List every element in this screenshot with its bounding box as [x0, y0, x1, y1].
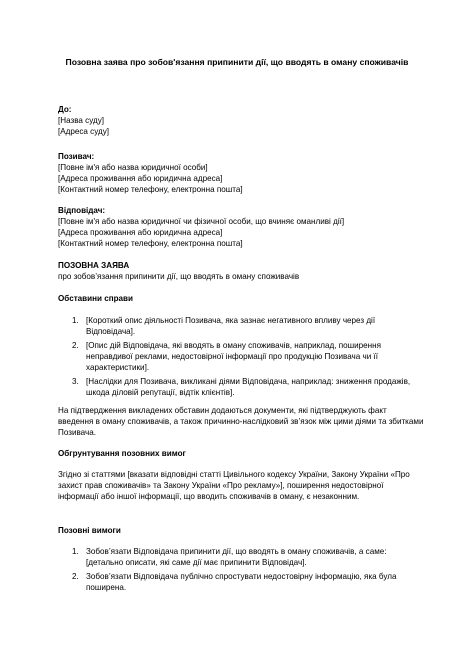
demands-list-block [58, 546, 430, 596]
demands-list [58, 546, 430, 593]
plaintiff-contact: [Контактний номер телефону, електронна пошта] [58, 185, 243, 194]
court-label: До: [58, 105, 72, 114]
plaintiff-label: Позивач: [58, 152, 95, 161]
defendant-block [58, 205, 430, 249]
defendant-label: Відповідач: [58, 206, 106, 215]
justification-paragraph: Згідно зі статтями [вказати відповідні статті Цивільного кодексу України, Закону України «Про захист прав споживачів» та Закону України «Про рекламу»], поширення недостовірної інформації або іншої інформації, що вводить споживачів в оману, є незаконним. [58, 470, 410, 501]
document-title: Позовна заява про зобов'язання припинити дії, що вводять в оману споживачів [65, 57, 409, 67]
list-item: 3. [Наслідки для Позивача, викликані діями Відповідача, наприклад: зниження продажів, шкода діловій репутації, відтік клієнтів]. [72, 377, 411, 397]
defendant-name: [Повне ім'я або назва юридичної чи фізичної особи, що вчиняє оманливі дії] [58, 217, 345, 226]
list-item: 2. Зобов’язати Відповідача публічно спростувати недостовірну інформацію, яка була поширена. [72, 572, 397, 592]
plaintiff-address: [Адреса проживання або юридична адреса] [58, 174, 223, 183]
defendant-address: [Адреса проживання або юридична адреса] [58, 228, 223, 237]
plaintiff-block [58, 151, 430, 195]
list-item: 1. [Короткий опис діяльності Позивача, яка зазнає негативного впливу через дії Відповідача]. [72, 316, 376, 336]
circumstances-paragraph: На підтвердження викладених обставин додаються документи, які підтверджують факт введення в оману споживачів, а також причинно-наслідковий зв’язок між цими діями та збитками Позивача. [58, 406, 424, 437]
claim-heading-block [58, 260, 430, 282]
list-item-text: Зобов’язати Відповідача припинити дії, що вводять в оману споживачів, а саме: [детально описати, які саме дії має припинити Відповідач]. [86, 547, 387, 567]
court-address: [Адреса суду] [58, 127, 110, 136]
list-item-text: [Опис дій Відповідача, які вводять в оману споживачів, наприклад, поширення неправдивої реклами, недостовірної інформації про продукцію Позивача чи її характеристики]. [86, 341, 381, 372]
claim-heading: ПОЗОВНА ЗАЯВА [58, 261, 130, 270]
plaintiff-name: [Повне ім'я або назва юридичної особи] [58, 163, 208, 172]
circumstances-list [58, 315, 430, 398]
demands-heading: Позовні вимоги [58, 526, 121, 535]
demands-section [58, 525, 430, 536]
list-item-text: [Короткий опис діяльності Позивача, яка зазнає негативного впливу через дії Відповідача]. [86, 316, 376, 336]
circumstances-heading: Обставини справи [58, 294, 134, 303]
list-item-text: Зобов’язати Відповідача публічно спростувати недостовірну інформацію, яка була поширена. [86, 572, 397, 592]
list-item: 2. [Опис дій Відповідача, які вводять в оману споживачів, наприклад, поширення неправдивої реклами, недостовірної інформації про продукцію Позивача чи її характеристики]. [72, 341, 381, 372]
justification-section [58, 448, 430, 459]
list-item-text: [Наслідки для Позивача, викликані діями Відповідача, наприклад: зниження продажів, шкода діловій репутації, відтік клієнтів]. [86, 377, 411, 397]
defendant-contact: [Контактний номер телефону, електронна пошта] [58, 239, 243, 248]
court-block [58, 104, 430, 137]
justification-heading: Обгрунтування позовних вимог [58, 449, 186, 458]
circumstances-section [58, 293, 430, 304]
court-name: [Назва суду] [58, 116, 105, 125]
circumstances-list-block [58, 315, 430, 401]
list-item: 1. Зобов’язати Відповідача припинити дії, що вводять в оману споживачів, а саме: [детально описати, які саме дії має припинити Відповідач]. [72, 547, 387, 567]
claim-subheading: про зобов’язання припинити дії, що вводять в оману споживачів [58, 272, 300, 281]
